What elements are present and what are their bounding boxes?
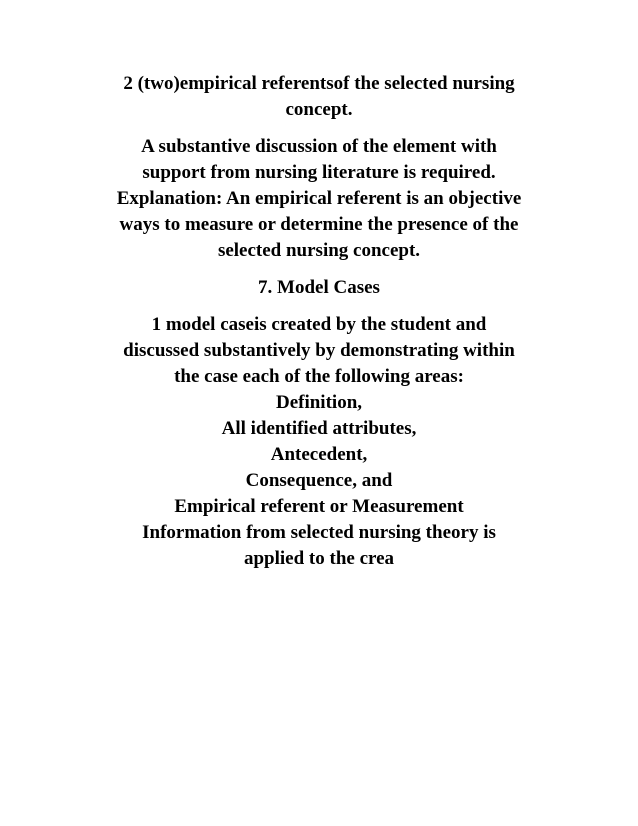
text-line: concept. (285, 99, 353, 120)
empirical-referents-heading (40, 71, 598, 123)
model-cases-heading (40, 275, 598, 301)
text-line: the case each of the following areas: (174, 366, 464, 387)
text-line: Explanation: An empirical referent is an objective (116, 188, 522, 209)
text-line: 2 (two)empirical referentsof the selected nursing (123, 73, 515, 94)
text-line: discussed substantively by demonstrating within (123, 340, 515, 361)
text-line: Definition, (275, 392, 363, 413)
text-line: Information from selected nursing theory is (142, 522, 496, 543)
text-line: selected nursing concept. (217, 240, 421, 261)
text-line: Consequence, and (245, 470, 393, 491)
text-line: A substantive discussion of the element with (141, 136, 497, 157)
empirical-referents-description (40, 134, 598, 264)
text-line: Empirical referent or Measurement (174, 496, 464, 517)
text-line: 7. Model Cases (258, 277, 380, 298)
text-line: applied to the crea (243, 548, 395, 569)
text-line: support from nursing literature is required. (142, 162, 496, 183)
text-line: ways to measure or determine the presence of the (119, 214, 519, 235)
text-line: Antecedent, (270, 444, 368, 465)
model-cases-description (40, 312, 598, 572)
document-body (40, 71, 598, 572)
text-line: All identified attributes, (221, 418, 417, 439)
text-line: 1 model caseis created by the student and (151, 314, 487, 335)
